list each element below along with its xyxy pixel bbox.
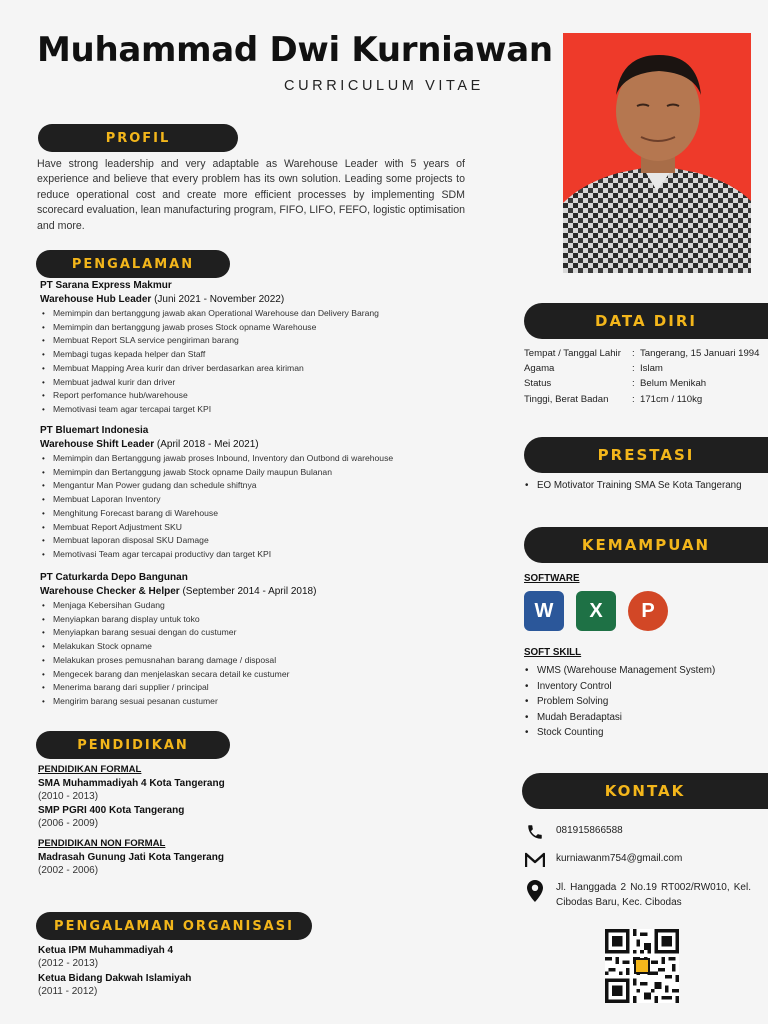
school-years: (2002 - 2006) xyxy=(38,865,99,876)
section-prestasi-heading: PRESTASI xyxy=(524,437,768,473)
section-profil-heading: PROFIL xyxy=(38,124,238,152)
experience-item xyxy=(40,280,510,417)
task-list xyxy=(40,599,510,709)
colon: : xyxy=(632,348,635,360)
list-item: • Mengecek barang dan menjelaskan secara detail ke custumer xyxy=(40,668,510,682)
role-period: (September 2014 - April 2018) xyxy=(179,586,317,597)
softskill-list xyxy=(524,663,715,741)
list-item: • Memimpin dan bertanggung jawab akan Operational Warehouse dan Delivery Barang xyxy=(40,307,510,321)
contact-email xyxy=(524,852,682,874)
list-item: • Menyiapkan barang display untuk toko xyxy=(40,613,510,627)
list-item: • EO Motivator Training SMA Se Kota Tangerang xyxy=(524,478,742,494)
list-item: • Problem Solving xyxy=(524,694,715,710)
section-organisasi-heading: PENGALAMAN ORGANISASI xyxy=(36,912,312,940)
colon: : xyxy=(632,393,635,405)
list-item: • Memotivasi Team agar tercapai productivy dan target KPI xyxy=(40,548,510,562)
list-item: • Memimpin dan Bertanggung jawab Stock opname Daily maupun Bulanan xyxy=(40,466,510,480)
list-item: • Membagi tugas kepada helper dan Staff xyxy=(40,348,510,362)
list-item: • Membuat Mapping Area kurir dan driver berdasarkan area kiriman xyxy=(40,362,510,376)
school-name: Madrasah Gunung Jati Kota Tangerang xyxy=(38,852,224,863)
role-title: Warehouse Hub Leader xyxy=(40,294,152,305)
role-period: (April 2018 - Mei 2021) xyxy=(154,439,259,450)
experience-item xyxy=(40,572,510,709)
role-period: (Juni 2021 - November 2022) xyxy=(151,294,285,305)
list-item: • Membuat Report SLA service pengiriman barang xyxy=(40,334,510,348)
list-item: • Melakukan proses pemusnahan barang damage / disposal xyxy=(40,654,510,668)
formal-education-label: PENDIDIKAN FORMAL xyxy=(38,764,142,775)
word-icon: W xyxy=(524,591,564,631)
task-list xyxy=(40,307,510,417)
school-years: (2006 - 2009) xyxy=(38,818,99,829)
powerpoint-icon: P xyxy=(628,591,668,631)
task-list xyxy=(40,452,510,562)
list-item: • Inventory Control xyxy=(524,679,715,695)
profile-photo xyxy=(563,33,751,273)
contact-phone xyxy=(524,823,623,845)
role-title: Warehouse Shift Leader xyxy=(40,439,155,450)
data-key: Agama xyxy=(524,363,555,375)
data-key: Status xyxy=(524,378,552,390)
colon: : xyxy=(632,378,635,390)
list-item: • Menghitung Forecast barang di Warehouse xyxy=(40,507,510,521)
data-diri-row xyxy=(524,376,759,391)
candidate-name: Muhammad Dwi Kurniawan xyxy=(37,30,553,70)
section-data-diri-heading: DATA DIRI xyxy=(524,303,768,339)
data-value: Belum Menikah xyxy=(640,378,707,390)
school-name: SMA Muhammadiyah 4 Kota Tangerang xyxy=(38,778,225,789)
data-key: Tempat / Tanggal Lahir xyxy=(524,348,621,360)
company-name: PT Caturkarda Depo Bangunan xyxy=(40,572,188,583)
list-item: • Membuat Report Adjustment SKU xyxy=(40,521,510,535)
mail-icon xyxy=(524,852,546,874)
list-item: • Mudah Beradaptasi xyxy=(524,710,715,726)
data-diri-table xyxy=(524,346,759,407)
list-item: • Mengirim barang sesuai pesanan custumer xyxy=(40,695,510,709)
qr-code-icon[interactable] xyxy=(605,929,679,1003)
organisasi-title: Ketua Bidang Dakwah Islamiyah xyxy=(38,973,192,984)
role-title: Warehouse Checker & Helper xyxy=(40,586,180,597)
phone-icon xyxy=(524,823,546,845)
list-item: • Memimpin dan Bertanggung jawab proses Inbound, Inventory dan Outbond di warehouse xyxy=(40,452,510,466)
company-name: PT Sarana Express Makmur xyxy=(40,280,172,291)
experience-item xyxy=(40,425,510,562)
data-key: Tinggi, Berat Badan xyxy=(524,393,609,405)
list-item: • Mengantur Man Power gudang dan schedule shiftnya xyxy=(40,479,510,493)
list-item: • Menyiapkan barang sesuai dengan do custumer xyxy=(40,626,510,640)
phone-number: 081915866588 xyxy=(556,825,623,836)
document-subtitle: CURRICULUM VITAE xyxy=(284,78,484,94)
list-item: • Membuat Laporan Inventory xyxy=(40,493,510,507)
prestasi-list xyxy=(524,478,742,494)
company-name: PT Bluemart Indonesia xyxy=(40,425,149,436)
section-pendidikan-heading: PENDIDIKAN xyxy=(36,731,230,759)
excel-icon: X xyxy=(576,591,616,631)
data-value: 171cm / 110kg xyxy=(640,393,703,405)
email-address: kurniawanm754@gmail.com xyxy=(556,853,683,864)
data-value: Islam xyxy=(640,363,663,375)
list-item: • Membuat laporan disposal SKU Damage xyxy=(40,534,510,548)
organisasi-years: (2012 - 2013) xyxy=(38,958,99,969)
list-item: • Memotivasi team agar tercapai target KPI xyxy=(40,403,510,417)
profil-text: Have strong leadership and very adaptable as Warehouse Leader with 5 years of experience and believe that every problem has its own solution. Leading some projects to reduce operational cost and create more efficient processes by implementing SDM scorecard evaluation, lean manufacturing program, FIFO, LIFO, FEFO, logistic optimisation and more. xyxy=(37,158,465,232)
contact-address xyxy=(524,880,751,910)
organisasi-block xyxy=(38,945,338,997)
list-item: • Membuat jadwal kurir dan driver xyxy=(40,376,510,390)
data-diri-row xyxy=(524,346,759,361)
colon: : xyxy=(632,363,635,375)
school-name: SMP PGRI 400 Kota Tangerang xyxy=(38,805,185,816)
software-icons xyxy=(524,591,668,631)
list-item: • Menjaga Kebersihan Gudang xyxy=(40,599,510,613)
location-pin-icon xyxy=(524,880,546,902)
list-item: • Stock Counting xyxy=(524,725,715,741)
list-item: • Melakukan Stock opname xyxy=(40,640,510,654)
softskill-label: SOFT SKILL xyxy=(524,647,582,658)
software-label: SOFTWARE xyxy=(524,573,580,584)
list-item: • Report perfomance hub/warehouse xyxy=(40,389,510,403)
data-value: Tangerang, 15 Januari 1994 xyxy=(640,348,760,360)
section-pengalaman-heading: PENGALAMAN xyxy=(36,250,230,278)
organisasi-title: Ketua IPM Muhammadiyah 4 xyxy=(38,945,174,956)
section-kontak-heading: KONTAK xyxy=(522,773,768,809)
nonformal-education-label: PENDIDIKAN NON FORMAL xyxy=(38,838,166,849)
section-kemampuan-heading: KEMAMPUAN xyxy=(524,527,768,563)
job-role xyxy=(40,586,510,597)
education-block xyxy=(38,764,338,876)
list-item: • WMS (Warehouse Management System) xyxy=(524,663,715,679)
data-diri-row xyxy=(524,361,759,376)
job-role xyxy=(40,439,510,450)
school-years: (2010 - 2013) xyxy=(38,791,99,802)
list-item: • Menerima barang dari supplier / principal xyxy=(40,681,510,695)
job-role xyxy=(40,294,510,305)
organisasi-years: (2011 - 2012) xyxy=(38,986,98,997)
data-diri-row xyxy=(524,392,759,407)
list-item: • Memimpin dan bertanggung jawab proses Stock opname Warehouse xyxy=(40,321,510,335)
address-text: Jl. Hanggada 2 No.19 RT002/RW010, Kel. Cibodas Baru, Kec. Cibodas xyxy=(556,882,751,908)
